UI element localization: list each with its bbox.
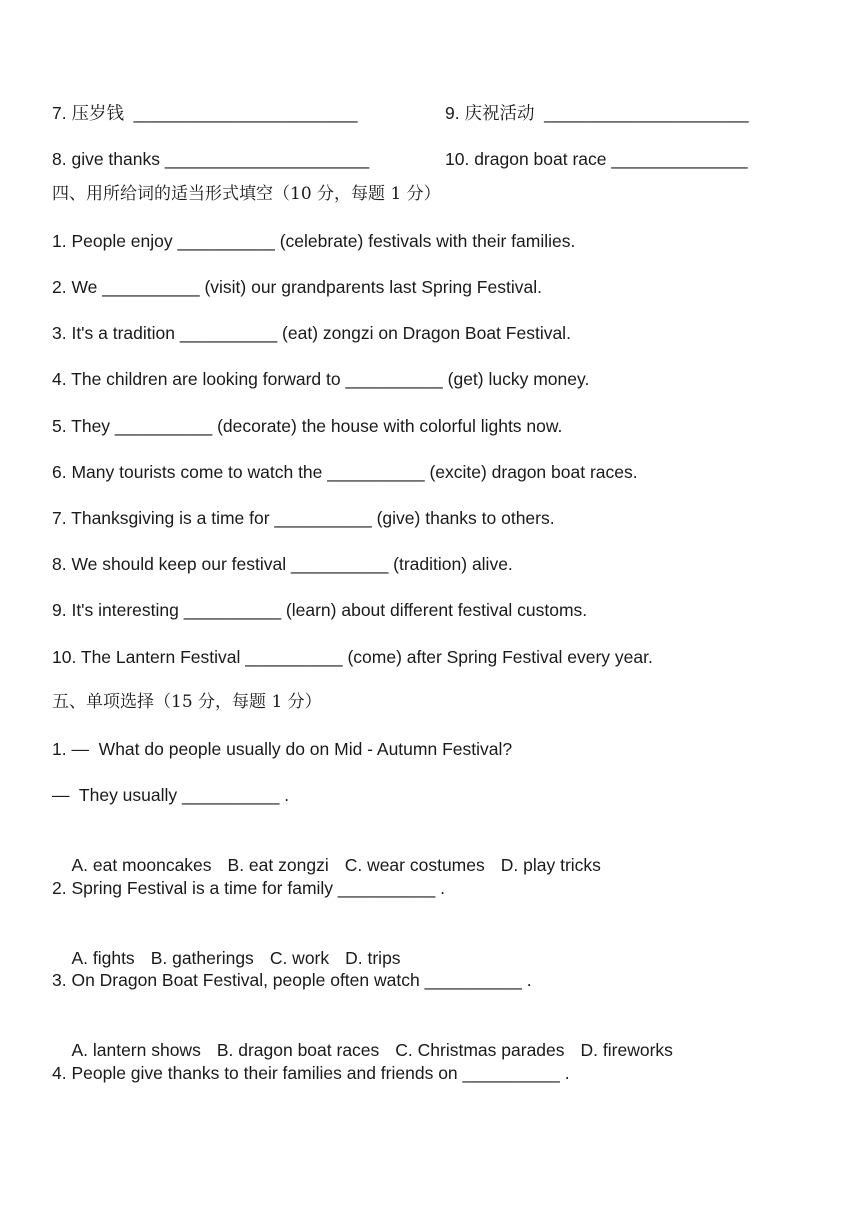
option-b: B. eat zongzi <box>227 855 329 875</box>
fill-blank-item-8: 8. We should keep our festival __________ (tradition) alive. <box>52 554 513 574</box>
vocab-item-8: 8. give thanks _____________________ <box>52 149 370 169</box>
mc-question-1: 1. — What do people usually do on Mid - Autumn Festival? <box>52 739 513 759</box>
option-c: C. work <box>269 948 330 968</box>
fill-blank-item-7: 7. Thanksgiving is a time for __________ (give) thanks to others. <box>52 508 555 528</box>
option-b: B. gatherings <box>150 948 254 968</box>
section-4-heading: 四、用所给词的适当形式填空（10 分，每题 1 分） <box>52 184 441 204</box>
option-c: C. Christmas parades <box>395 1040 565 1060</box>
vocab-item-9: 9. 庆祝活动 _____________________ <box>445 103 749 123</box>
fill-blank-item-9: 9. It's interesting __________ (learn) about different festival customs. <box>52 600 588 620</box>
option-b: B. dragon boat races <box>216 1040 380 1060</box>
option-d: D. play tricks <box>500 855 601 875</box>
option-d: D. trips <box>345 948 401 968</box>
mc-question-3: 3. On Dragon Boat Festival, people often watch __________ . <box>52 970 532 990</box>
mc-question-2: 2. Spring Festival is a time for family __________ . <box>52 878 445 898</box>
fill-blank-item-4: 4. The children are looking forward to __________ (get) lucky money. <box>52 369 590 389</box>
vocab-item-10: 10. dragon boat race ______________ <box>445 149 748 169</box>
fill-blank-item-2: 2. We __________ (visit) our grandparents last Spring Festival. <box>52 277 542 297</box>
vocab-item-7: 7. 压岁钱 _______________________ <box>52 103 358 123</box>
option-a: A. eat mooncakes <box>71 855 212 875</box>
option-a: A. fights <box>71 948 135 968</box>
fill-blank-item-5: 5. They __________ (decorate) the house with colorful lights now. <box>52 416 563 436</box>
fill-blank-item-1: 1. People enjoy __________ (celebrate) festivals with their families. <box>52 231 576 251</box>
fill-blank-item-6: 6. Many tourists come to watch the __________ (excite) dragon boat races. <box>52 462 638 482</box>
fill-blank-item-3: 3. It's a tradition __________ (eat) zongzi on Dragon Boat Festival. <box>52 323 571 343</box>
option-d: D. fireworks <box>580 1040 673 1060</box>
mc-question-4: 4. People give thanks to their families and friends on __________ . <box>52 1063 570 1083</box>
option-a: A. lantern shows <box>71 1040 201 1060</box>
option-c: C. wear costumes <box>344 855 485 875</box>
mc-question-1-answer-line: — They usually __________ . <box>52 785 290 805</box>
fill-blank-item-10: 10. The Lantern Festival __________ (come) after Spring Festival every year. <box>52 647 653 667</box>
section-5-heading: 五、单项选择（15 分，每题 1 分） <box>52 692 322 712</box>
